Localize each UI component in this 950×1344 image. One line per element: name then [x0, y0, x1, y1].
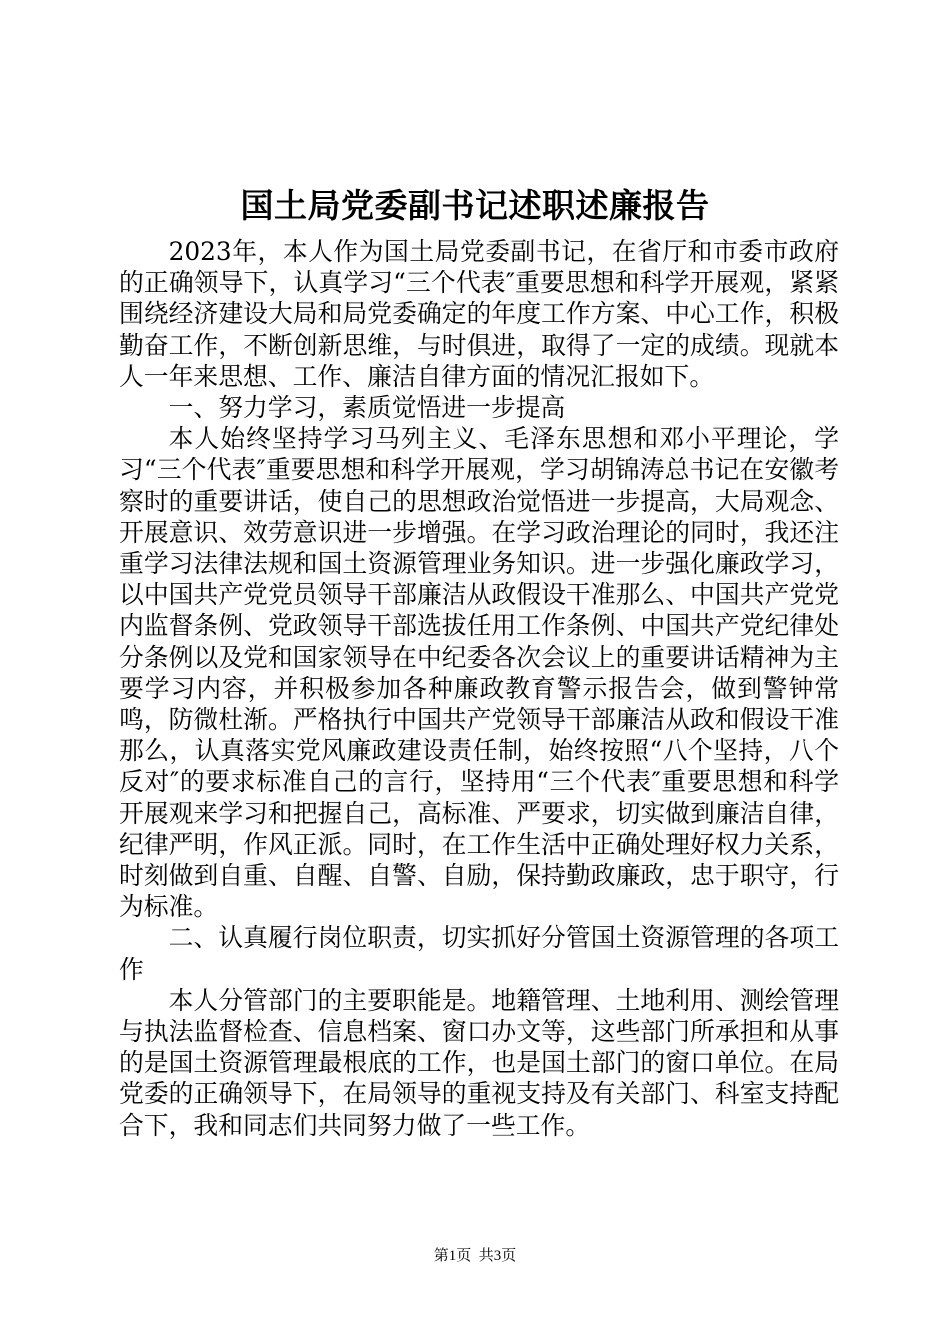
document-body	[119, 236, 839, 1141]
paragraph-intro: 2023年，本人作为国土局党委副书记，在省厅和市委市政府的正确领导下，认真学习“三个代表″重要思想和科学开展观，紧紧围绕经济建设大局和局党委确定的年度工作方案、中心工作，积极勤奋工作，不断创新思维，与时俱进，取得了一定的成绩。现就本人一年来思想、工作、廉洁自律方面的情况汇报如下。	[119, 237, 839, 391]
page-total: 共3页	[478, 1248, 517, 1264]
paragraph-section-2: 本人分管部门的主要职能是。地籍管理、土地利用、测绘管理与执法监督检查、信息档案、窗口办文等，这些部门所承担和从事的是国土资源管理最根底的工作，也是国土部门的窗口单位。在局党委的正确领导下，在局领导的重视支持及有关部门、科室支持配合下，我和同志们共同努力做了一些工作。	[119, 985, 839, 1140]
document-title: 国土局党委副书记述职述廉报告	[240, 186, 710, 225]
page-number: 第1页	[433, 1248, 472, 1264]
paragraph-section-1: 本人始终坚持学习马列主义、毛泽东思想和邓小平理论，学习“三个代表″重要思想和科学开展观，学习胡锦涛总书记在安徽考察时的重要讲话，使自己的思想政治觉悟进一步提高，大局观念、开展意识、效劳意识进一步增强。在学习政治理论的同时，我还注重学习法律法规和国土资源管理业务知识。进一步强化廉政学习，以中国共产党党员领导干部廉洁从政假设干准那么、中国共产党党内监督条例、党政领导干部选拔任用工作条例、中国共产党纪律处分条例以及党和国家领导在中纪委各次会议上的重要讲话精神为主要学习内容，并积极参加各种廉政教育警示报告会，做到警钟常鸣，防微杜渐。严格执行中国共产党领导干部廉洁从政和假设干准那么，认真落实党风廉政建设责任制，始终按照“八个坚持，八个反对″的要求标准自己的言行，坚持用“三个代表″重要思想和科学开展观来学习和把握自己，高标准、严要求，切实做到廉洁自律，纪律严明，作风正派。同时，在工作生活中正确处理好权力关系，时刻做到自重、自醒、自警、自励，保持勤政廉政，忠于职守，行为标准。	[119, 424, 839, 922]
section-heading-1: 一、努力学习，素质觉悟进一步提高	[168, 393, 566, 423]
section-heading-2: 二、认真履行岗位职责，切实抓好分管国土资源管理的各项工作	[119, 923, 839, 984]
page-footer	[0, 1246, 950, 1266]
